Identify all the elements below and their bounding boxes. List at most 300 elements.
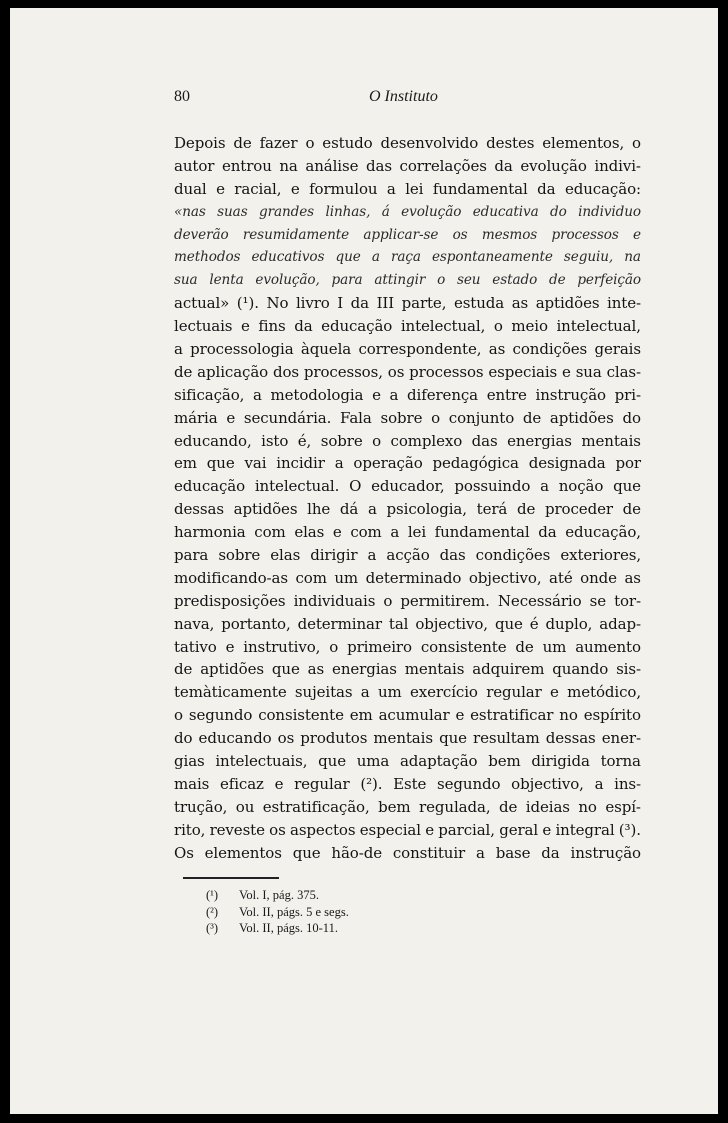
word: sua [575,362,602,381]
word: desenvolvido [380,134,479,152]
word: na [279,156,298,175]
word: intelectual, [556,317,641,336]
word: a [174,340,183,359]
text-line [174,704,641,727]
running-title: O Instituto [369,88,438,105]
word: lei [405,179,424,198]
word: de [548,272,566,289]
word: rito, [174,820,206,839]
word: por [615,454,641,473]
word: (²). [360,774,383,793]
word: evolução [401,203,462,220]
word: os [277,729,295,748]
word: ener- [601,729,641,748]
word: instrutivo, [243,637,321,656]
word: espontaneamente [431,249,553,266]
word: seguiu, [563,249,614,266]
word: geral [499,820,539,839]
word: Necessário [497,591,582,610]
word: a [540,477,549,496]
word: especiais [488,362,558,381]
word: dos [273,362,300,381]
word: a [360,683,370,702]
word: que [318,752,346,771]
word: resumidamente [242,226,350,243]
word: integral [555,820,615,839]
word: incidir [276,454,325,473]
word: regular [486,683,542,702]
word: de [233,134,252,152]
word: vai [244,454,267,473]
text-line [174,178,641,201]
word: com [295,568,327,587]
word: Fala [340,408,372,427]
word: reveste [209,820,265,839]
word: a [253,385,262,404]
word: é, [297,431,312,450]
word: Depois [174,134,226,152]
word: mais [174,774,210,793]
footnote [206,920,349,937]
word: exteriores, [560,546,641,565]
word: Os [174,843,194,862]
word: parte, [401,294,447,313]
footnote-text: Vol. I, pág. 375. [239,888,319,902]
word: (¹). [236,294,259,313]
word: sujeitas [294,683,353,702]
word: condições [475,546,551,565]
word: intelectual, [400,317,486,336]
word: e [240,317,250,336]
word: o [383,591,393,610]
word: exercício [409,683,478,702]
word: gias [174,752,205,771]
word: e [216,179,225,198]
word: ins- [614,774,641,793]
word: que [335,249,361,266]
word: de [174,362,193,381]
word: processologia [190,340,294,359]
word: intelectual. [254,477,340,496]
footnote [206,887,349,904]
word: «nas [174,203,206,220]
word: methodos [174,249,241,266]
word: individuais [293,591,376,610]
word: educativos [251,249,325,266]
word: com [350,523,382,542]
word: na [624,249,641,266]
word: se [589,591,606,610]
word: da [350,294,370,313]
word: mesmos [481,226,538,243]
word: meio [511,317,548,336]
word: o [632,134,641,152]
text-line [174,613,641,636]
word: elas [294,523,325,542]
word: sua [174,272,198,289]
text-line [174,544,641,567]
word: á [381,203,390,220]
word: especial [359,820,421,839]
word: que [271,660,300,679]
word: e [633,226,641,243]
word: attingir [374,272,426,289]
word: energias [507,431,572,450]
word: estado [492,272,538,289]
word: torna [600,752,641,771]
word: aumento [575,637,641,656]
word: instrução [535,385,606,404]
word: condições [512,340,588,359]
word: bem [488,752,521,771]
body-text [174,132,641,865]
word: da [294,317,313,336]
word: dirigir [310,546,358,565]
word: uma [356,752,390,771]
word: educação, [565,523,641,542]
word: e [372,385,381,404]
word: tal [388,614,409,633]
word: que [439,729,467,748]
word: fins [258,317,286,336]
word: e [274,774,284,793]
word: do [622,408,641,427]
word: estratificação, [262,797,370,816]
word: tor- [614,591,641,610]
word: fundamental [434,523,530,542]
word: a [389,385,399,404]
word: dual [174,179,207,198]
text-line [174,338,641,361]
word: e [550,683,559,702]
text-line [174,567,641,590]
word: primeiro [347,637,412,656]
word: intelectuais, [215,752,308,771]
text-line [174,384,641,407]
word: correlações [399,156,487,175]
book-page [10,8,718,1114]
text-line [174,590,641,613]
word: a [334,454,344,473]
word: as [511,294,529,313]
word: do [174,729,193,748]
word: dessas [545,729,596,748]
word: um [377,683,402,702]
word: análise [305,156,359,175]
word: objectivo, [468,568,542,587]
word: de [515,637,534,656]
word: sobre [218,546,261,565]
word: a [367,500,377,519]
text-line [174,498,641,521]
word: e [455,706,465,725]
word: espírito [583,706,641,725]
word: noção [558,477,604,496]
word: que [494,614,523,633]
word: em [174,454,197,473]
word: a [371,249,380,266]
word: duplo, [545,614,593,633]
text-line [174,269,641,292]
footnote [206,904,349,921]
word: o [305,134,315,152]
word: hão-de [331,843,382,862]
word: lei [407,523,427,542]
word: sobre [380,408,423,427]
word: as [488,340,506,359]
word: adaptação [399,752,478,771]
footnote-text: Vol. II, págs. 5 e segs. [239,904,349,919]
text-line [174,430,641,453]
word: que [206,454,235,473]
word: entrou [221,156,272,175]
word: dessas [174,500,224,519]
word: secundária. [243,408,332,427]
word: no [578,797,597,816]
word: processos [409,362,484,381]
text-line [174,773,641,796]
word: acção [386,546,430,565]
word: operação [353,454,423,473]
word: em [349,706,373,725]
word: permitirem. [400,591,490,610]
word: os [387,362,405,381]
word: aptidões [233,500,298,519]
text-line [174,750,641,773]
word: tativo [174,637,217,656]
word: onde [580,568,617,587]
word: mentais [581,431,641,450]
word: e [332,523,342,542]
word: suas [217,203,248,220]
word: educação [174,477,246,496]
footnote-marker: (³) [206,921,219,935]
word: aplicação [197,362,269,381]
word: até [549,568,573,587]
word: raça [390,249,421,266]
word: constituir [392,843,466,862]
word: um [542,637,567,656]
word: produtos [300,729,368,748]
word: terá [476,500,508,519]
word: actual» [174,294,230,313]
word: o [437,272,446,289]
word: de [516,500,536,519]
text-line [174,452,641,475]
word: pedagógica [432,454,519,473]
text-line [174,658,641,681]
word: da [537,179,556,198]
word: livro [295,294,330,313]
word: parcial, [438,820,495,839]
word: portanto, [221,614,291,633]
word: do [550,203,567,220]
word: metodologia [270,385,364,404]
word: nava, [174,614,215,633]
word: a [386,179,396,198]
text-line [174,361,641,384]
text-line [174,475,641,498]
word: elementos, [542,134,625,152]
word: ideias [525,797,570,816]
word: o [431,408,441,427]
word: temàticamente [174,683,287,702]
word: e [290,179,300,198]
text-line [174,407,641,430]
word: clas- [606,362,641,381]
word: quando [552,660,609,679]
word: processos [551,226,619,243]
text-line [174,246,641,269]
word: da [494,156,513,175]
text-line [174,292,641,315]
word: gerais [594,340,641,359]
word: da [541,843,560,862]
word: mária [174,408,218,427]
text-line [174,132,641,155]
word: evolução [520,156,587,175]
word: e [226,408,236,427]
word: aspectos [289,820,356,839]
word: educação [321,317,393,336]
word: mentais [373,729,433,748]
word: de [499,797,518,816]
word: individuo [578,203,641,220]
word: um [334,568,359,587]
word: lectuais [174,317,233,336]
text-line [174,681,641,704]
word: autor [174,156,215,175]
word: os [452,226,468,243]
word: inte- [607,294,641,313]
word: e [562,362,571,381]
word: entre [486,385,527,404]
word: elementos [204,843,282,862]
word: possuindo [454,477,531,496]
word: educando, [174,431,252,450]
word: consistente [420,637,507,656]
word: é [529,614,539,633]
word: processos, [303,362,383,381]
word: as [307,660,325,679]
word: dirigida [531,752,590,771]
word: perfeição [577,272,641,289]
word: proceder [544,500,613,519]
word: educação: [564,179,641,198]
word: isto [261,431,289,450]
word: das [471,431,498,450]
word: regulada, [419,797,491,816]
word: pri- [614,385,641,404]
word: evolução, [255,272,320,289]
word: espí- [605,797,641,816]
word: a [475,843,485,862]
word: trução, [174,797,228,816]
word: fazer [259,134,298,152]
word: deverão [174,226,229,243]
word: complexo [390,431,463,450]
word: modificando-as [174,568,288,587]
word: determinado [365,568,462,587]
word: a [367,546,377,565]
word: consistente [258,706,344,725]
word: Este [393,774,427,793]
word: sis- [616,660,641,679]
word: segundo [188,706,253,725]
text-line [174,315,641,338]
word: applicar-se [363,226,439,243]
word: III [376,294,395,313]
text-line [174,155,641,178]
word: destes [486,134,535,152]
word: aptidões [200,660,264,679]
word: O [349,477,362,496]
word: o [174,706,183,725]
page-header [10,88,718,112]
text-line [174,636,641,659]
word: adquirem [472,660,545,679]
word: linhas, [325,203,371,220]
word: predisposições [174,591,286,610]
word: sobre [320,431,363,450]
word: No [266,294,289,313]
word: aptidões [535,294,600,313]
word: a [594,774,604,793]
word: os [269,820,286,839]
word: instrução [570,843,641,862]
word: designada [528,454,606,473]
word: a [390,523,400,542]
word: que [292,843,321,862]
footnotes [206,887,349,937]
text-line [174,796,641,819]
word: acumular [378,706,450,725]
word: mentais [404,660,465,679]
word: formulou [309,179,378,198]
word: o [493,317,503,336]
text-line [174,727,641,750]
word: para [331,272,363,289]
word: seu [456,272,481,289]
word: educando [198,729,272,748]
word: da [538,523,557,542]
word: dá [339,500,359,519]
word: de [522,408,542,427]
word: resultam [473,729,540,748]
text-line [174,521,641,544]
word: àquela [300,340,352,359]
word: determinar [297,614,382,633]
text-line [174,842,641,865]
word: indivi- [594,156,641,175]
word: adap- [599,614,641,633]
word: psicologia, [386,500,467,519]
word: as [624,568,641,587]
footnote-marker: (²) [206,904,219,919]
word: bem [378,797,411,816]
footnote-text: Vol. II, págs. 10-11. [239,921,338,935]
word: metódico, [567,683,641,702]
word: educativa [472,203,539,220]
footnote-rule [183,877,279,879]
word: fundamental [432,179,528,198]
word: e [542,820,552,839]
text-line [174,201,641,224]
word: conjunto [448,408,515,427]
page-number: 80 [174,88,190,105]
word: de [174,660,193,679]
word: educador, [371,477,445,496]
